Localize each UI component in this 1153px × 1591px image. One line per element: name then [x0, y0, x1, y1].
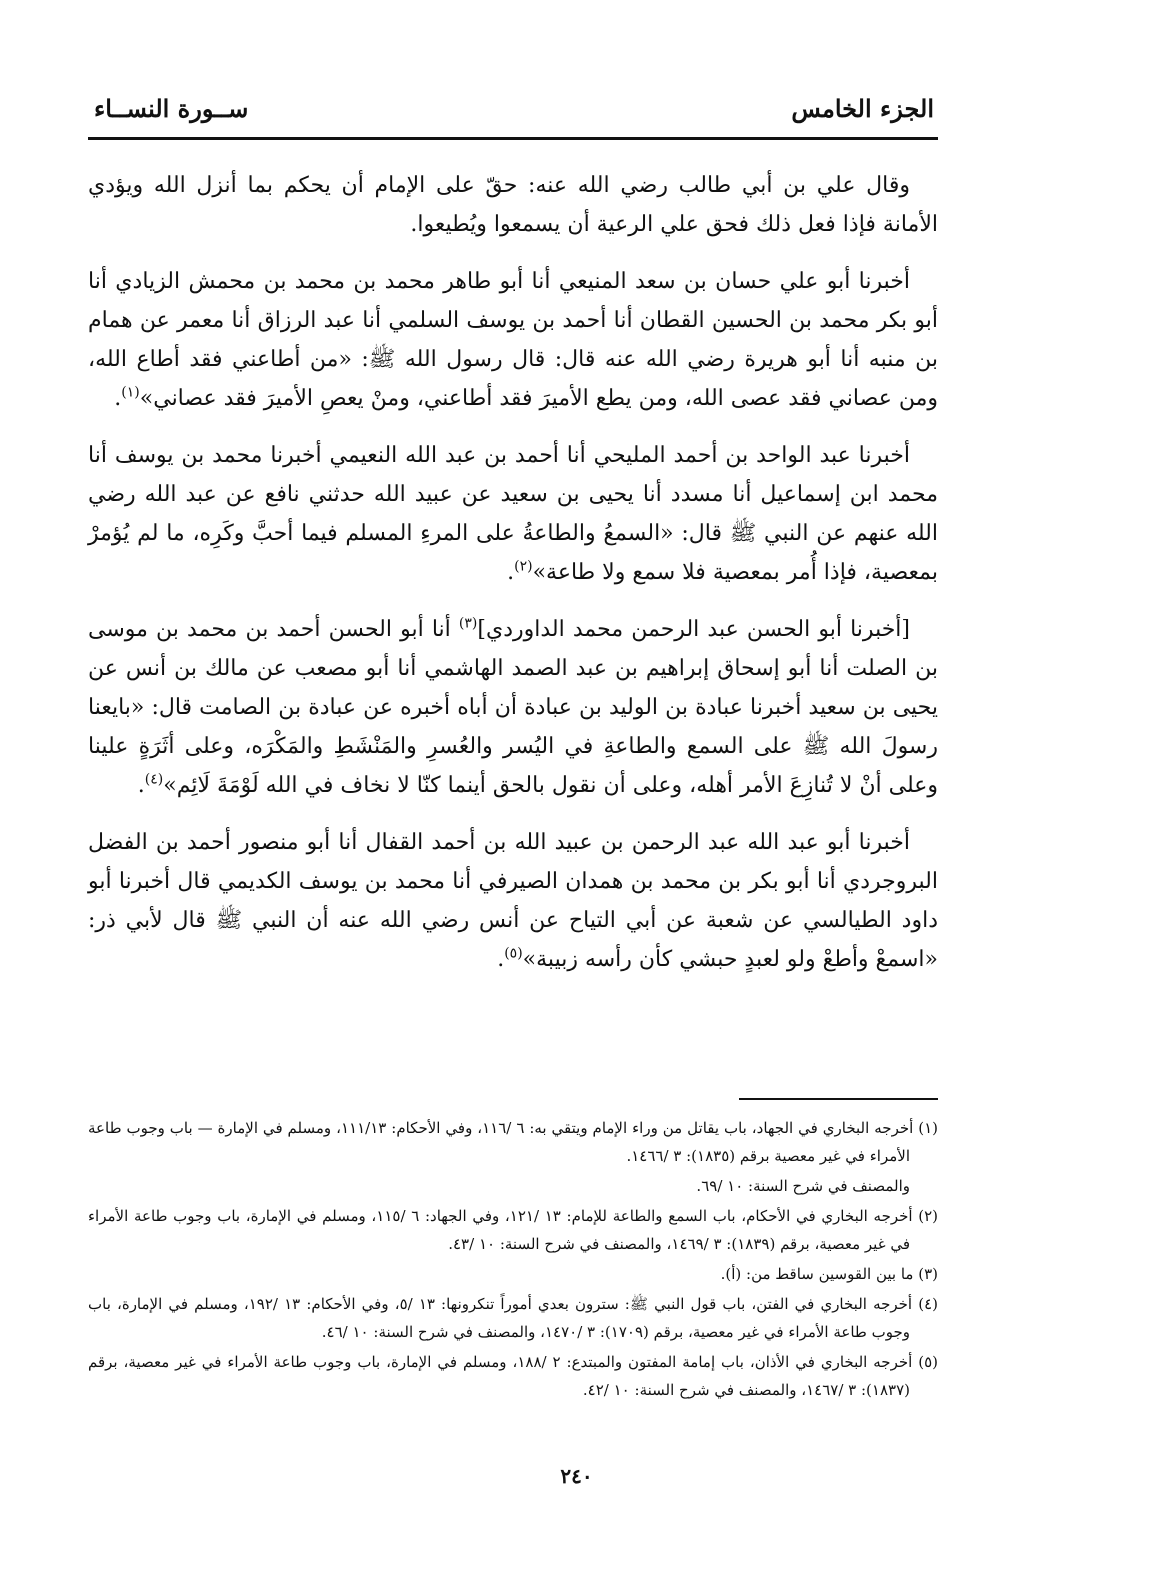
- footnote: (٥) أخرجه البخاري في الأذان، باب إمامة المفتون والمبتدع: ٢ /١٨٨، ومسلم في الإمارة، باب وجوب طاعة الأمراء في غير معصية، برقم (١٨٣٧): ٣ /١٤٦٧، والمصنف في شرح السنة: ١٠ /٤٢.: [88, 1353, 939, 1399]
- paragraph-text: وقال علي بن أبي طالب رضي الله عنه: حقّ على الإمام أن يحكم بما أنزل الله ويؤدي الأمانة فإذا فعل ذلك فحق علي الرعية أن يسمعوا ويُطيعوا.: [88, 173, 938, 237]
- surah-title: ســورة النســاء: [94, 94, 249, 123]
- footnote: (١) أخرجه البخاري في الجهاد، باب يقاتل من وراء الإمام ويتقي به: ٦ /١١٦، وفي الأحكام: ١١١/١٣، ومسلم في الإمارة — باب وجوب طاعة الأمراء في غير معصية برقم (١٨٣٥): ٣ /١٤٦٦.: [88, 1119, 939, 1165]
- paragraph-text: أنا أبو الحسن أحمد بن محمد بن موسى بن الصلت أنا أبو إسحاق إبراهيم بن عبد الصمد الهاشمي أنا أبو مصعب عن مالك بن أنس عن يحيى بن سعيد أخبرنا عبادة بن الوليد بن عبادة أن أباه أخبره عن عبادة بن الصامت قال: «بايعنا رسولَ الله ﷺ على السمع والطاعةِ في اليُسر والعُسرِ والمَنْشَطِ والمَكْرَه، وعلى أثَرَةٍ علينا وعلى أنْ لا تُنازِعَ الأمر أهله، وعلى أن نقول بالحق أينما كنّا لا نخاف في الله لَوْمَةَ لَائِم»: [88, 617, 938, 798]
- paragraph: أخبرنا عبد الواحد بن أحمد المليحي أنا أحمد بن عبد الله النعيمي أخبرنا محمد بن يوسف أنا محمد ابن إسماعيل أنا مسدد أنا يحيى بن سعيد عن عبيد الله حدثني نافع عن عبد الله رضي الله عنهم عن النبي ﷺ قال: «السمعُ والطاعةُ على المرءِ المسلم فيما أحبَّ وكَرِه، ما لم يُؤمرْ بمعصية، فإذا أُمر بمعصية فلا سمع ولا طاعة»$^{(٢)}$.: [88, 443, 938, 585]
- paragraph: أخبرنا أبو علي حسان بن سعد المنيعي أنا أبو طاهر محمد بن محمد بن محمش الزيادي أنا أبو بكر محمد بن الحسين القطان أنا أحمد بن يوسف السلمي أنا عبد الرزاق أنا معمر عن همام بن منبه أنا أبو هريرة رضي الله عنه قال: قال رسول الله ﷺ: «من أطاعني فقد أطاع الله، ومن عصاني فقد عصى الله، ومن يطع الأميرَ فقد أطاعني، ومنْ يعصِ الأميرَ فقد عصاني»$^{(١)}$.: [88, 269, 938, 411]
- part-title: الجزء الخامس: [791, 94, 934, 123]
- paragraph: [88, 166, 938, 244]
- footnote: (٤) أخرجه البخاري في الفتن، باب قول النبي ﷺ: سترون بعدي أموراً تنكرونها: ١٣ /٥، وفي الأحكام: ١٣ /١٩٢، ومسلم في الإمارة، باب وجوب طاعة الأمراء في غير معصية، برقم (١٧٠٩): ٣ /١٤٧٠، والمصنف في شرح السنة: ١٠ /٤٦.: [88, 1295, 938, 1341]
- paragraph: [أخبرنا أبو الحسن عبد الرحمن محمد الداوردي]$^{(٣)}$ أنا أبو الحسن أحمد بن محمد بن موسى بن الصلت أنا أبو إسحاق إبراهيم بن عبد الصمد الهاشمي أنا أبو مصعب عن مالك بن أنس عن يحيى بن سعيد أخبرنا عبادة بن الوليد بن عبادة أن أباه أخبره عن عبادة بن الصامت قال: «بايعنا رسولَ الله ﷺ على السمع والطاعةِ في اليُسر والعُسرِ والمَنْشَطِ والمَكْرَه، وعلى أثَرَةٍ علينا وعلى أنْ لا تُنازِعَ الأمر أهله، وعلى أن نقول بالحق أينما كنّا لا نخاف في الله لَوْمَةَ لَائِم»$^{(٤)}$.: [88, 615, 938, 798]
- footnote-ref[interactable]: (٤): [144, 771, 164, 788]
- footnote-ref[interactable]: (٢): [514, 558, 533, 575]
- footnote-ref[interactable]: (٣): [458, 615, 478, 632]
- footnote: (٣) ما بين القوسين ساقط من: (أ).: [720, 1265, 938, 1283]
- page-number: ٢٤٠: [560, 1464, 593, 1488]
- paragraph-text: أخبرنا أبو علي حسان بن سعد المنيعي أنا أبو طاهر محمد بن محمد بن محمش الزيادي أنا أبو بكر محمد بن الحسين القطان أنا أحمد بن يوسف السلمي أنا عبد الرزاق أنا معمر عن همام بن منبه أنا أبو هريرة رضي الله عنه قال: قال رسول الله ﷺ: «من أطاعني فقد أطاع الله، ومن عصاني فقد عصى الله، ومن يطع الأميرَ فقد أطاعني، ومنْ يعصِ الأميرَ فقد عصاني»: [88, 269, 938, 411]
- header-rule: [88, 137, 938, 140]
- paragraph-text: [أخبرنا أبو الحسن عبد الرحمن محمد الداوردي]: [477, 617, 911, 642]
- paragraph: أخبرنا أبو عبد الله عبد الرحمن بن عبيد الله بن أحمد القفال أنا أبو منصور أحمد بن الفضل البروجردي أنا أبو بكر بن محمد بن همدان الصيرفي أنا محمد بن يوسف الكديمي قال أخبرنا أبو داود الطيالسي عن شعبة عن أبي التياح عن أنس رضي الله عنه أن النبي ﷺ قال لأبي ذر: «اسمعْ وأطعْ ولو لعبدٍ حبشي كأن رأسه زبيبة»$^{(٥)}$.: [88, 830, 939, 972]
- footnotes: [88, 1114, 938, 1406]
- main-text: [88, 166, 938, 997]
- page-header: [88, 88, 938, 138]
- paragraph-text: أخبرنا أبو عبد الله عبد الرحمن بن عبيد الله بن أحمد القفال أنا أبو منصور أحمد بن الفضل البروجردي أنا أبو بكر بن محمد بن همدان الصيرفي أنا محمد بن يوسف الكديمي قال أخبرنا أبو داود الطيالسي عن شعبة عن أبي التياح عن أنس رضي الله عنه أن النبي ﷺ قال لأبي ذر: «اسمعْ وأطعْ ولو لعبدٍ حبشي كأن رأسه زبيبة»: [88, 830, 939, 972]
- footnote-ref[interactable]: (٥): [504, 945, 523, 962]
- footnote: (٢) أخرجه البخاري في الأحكام، باب السمع والطاعة للإمام: ١٣ /١٢١، وفي الجهاد: ٦ /١١٥، ومسلم في الإمارة، باب وجوب طاعة الأمراء في غير معصية، برقم (١٨٣٩): ٣ /١٤٦٩، والمصنف في شرح السنة: ١٠ /٤٣.: [88, 1207, 939, 1253]
- footnote-rule: [739, 1098, 938, 1100]
- footnote-ref[interactable]: (١): [121, 384, 140, 401]
- footnote: والمصنف في شرح السنة: ١٠ /٦٩.: [696, 1177, 910, 1195]
- paragraph-text: أخبرنا عبد الواحد بن أحمد المليحي أنا أحمد بن عبد الله النعيمي أخبرنا محمد بن يوسف أنا محمد ابن إسماعيل أنا مسدد أنا يحيى بن سعيد عن عبيد الله حدثني نافع عن عبد الله رضي الله عنهم عن النبي ﷺ قال: «السمعُ والطاعةُ على المرءِ المسلم فيما أحبَّ وكَرِه، ما لم يُؤمرْ بمعصية، فإذا أُمر بمعصية فلا سمع ولا طاعة»: [88, 443, 938, 585]
